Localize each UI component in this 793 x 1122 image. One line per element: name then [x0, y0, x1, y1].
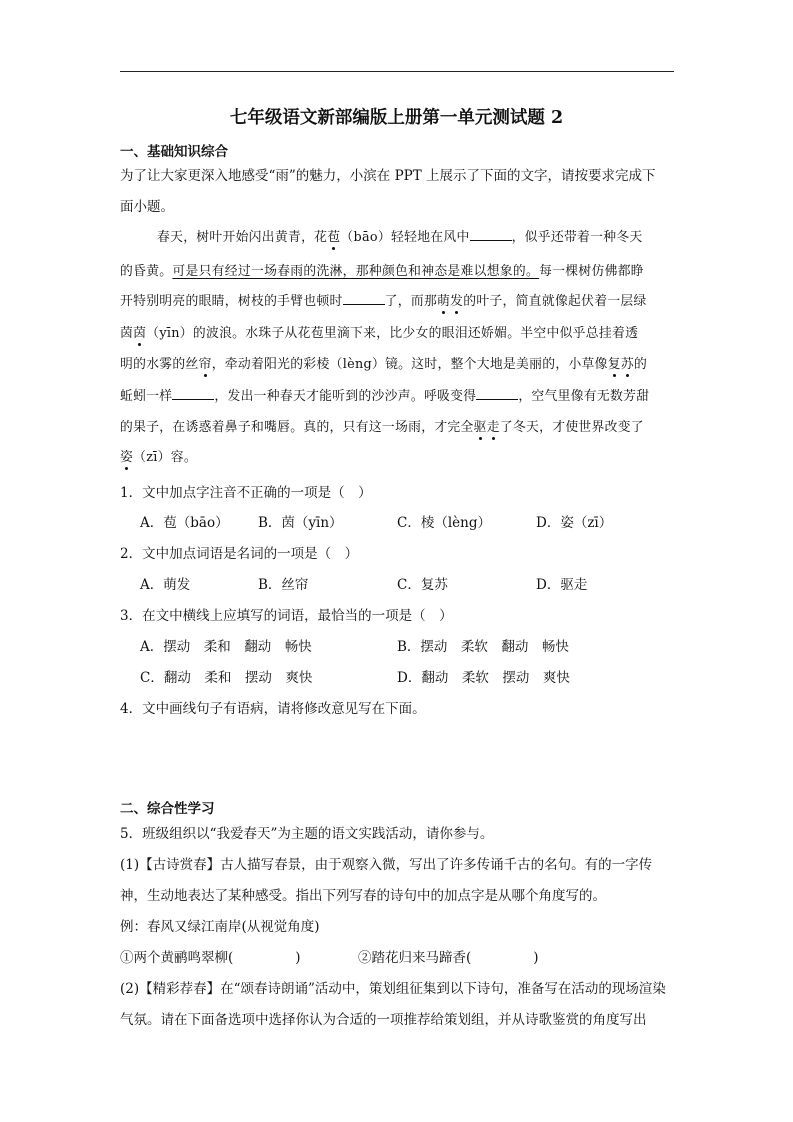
- q3-option-b[interactable]: B．摆动 柔软 翻动 畅快: [397, 639, 569, 655]
- question-3-stem: 3．在文中横线上应填写的词语，最恰当的一项是（ ）: [120, 608, 453, 624]
- q1-option-a[interactable]: A．苞（bāo）: [140, 515, 229, 531]
- passage-line-1: [157, 226, 643, 245]
- intro-line-1: 为了让大家更深入地感受“雨”的魅力，小滨在 PPT 上展示了下面的文字，请按要求完成下: [120, 168, 656, 184]
- text: 蚯蚓一样: [120, 389, 173, 404]
- intro-line-2: 面小题。: [120, 199, 174, 215]
- poem-item-1: [120, 946, 301, 966]
- example-line: 例：春风又绿江南岸(从视觉角度): [120, 919, 320, 935]
- dotted-char: 苏: [621, 353, 634, 372]
- section-heading-1: 一、基础知识综合: [120, 144, 228, 160]
- dotted-char: 姿: [120, 446, 133, 465]
- q3-option-a[interactable]: A．摆动 柔和 翻动 畅快: [140, 639, 312, 655]
- text: 棱: [316, 357, 330, 372]
- page-title: 七年级语文新部编版上册第一单元测试题 2: [229, 108, 564, 128]
- text: 春天，树叶开始闪出黄青，花: [157, 230, 328, 245]
- text: （lèng）镜。这时，整个大地是美丽的，小草像: [329, 357, 608, 372]
- passage-line-8: [120, 446, 197, 465]
- part-2-line-1: (2)【精彩荐春】在“颂春诗朗诵”活动中，策划组征集到以下诗句，准备写在活动的现场渲染: [120, 981, 666, 997]
- passage-line-3: [120, 290, 647, 309]
- dotted-char: 复: [608, 353, 621, 372]
- poem-item-2: [358, 946, 539, 966]
- q3-option-c[interactable]: C．翻动 柔和 摆动 爽快: [140, 670, 313, 686]
- part-2-line-2: 气氛。请在下面备选项中选择你认为合适的一项推荐给策划组，并从诗歌鉴赏的角度写出: [120, 1012, 647, 1028]
- passage-line-7: [120, 416, 644, 435]
- question-4-stem: 4．文中画线句子有语病，请将修改意见写在下面。: [120, 701, 426, 717]
- text: ，似乎还带着一种冬天: [511, 230, 643, 245]
- text: ，空气里像有无数芳甜: [518, 389, 650, 404]
- dotted-char: 走: [487, 416, 500, 435]
- passage-line-6: [120, 385, 649, 404]
- text: 的叶子，简直就像起伏着一层绿: [463, 294, 647, 309]
- part-1-line-2: 神，生动地表达了某种感受。指出下列写春的诗句中的加点字是从哪个角度写的。: [120, 888, 606, 904]
- text: 茵: [120, 326, 134, 341]
- answer-blank[interactable]: [476, 387, 518, 400]
- dotted-char: 帘: [199, 353, 212, 372]
- dotted-char: 驱: [474, 416, 487, 435]
- q1-option-c[interactable]: C．棱（lèng）: [397, 515, 491, 531]
- question-2-stem: 2．文中加点词语是名词的一项是（ ）: [120, 546, 359, 562]
- section-heading-2: 二、综合性学习: [120, 801, 215, 817]
- dotted-char: 发: [450, 290, 463, 309]
- text: ，发出一种春天才能听到的沙沙声。呼吸变得: [214, 389, 477, 404]
- passage-line-5: [120, 353, 647, 372]
- text: 了冬天，才使世界改变了: [499, 420, 644, 435]
- q1-option-b[interactable]: B．茵（yīn）: [258, 515, 343, 531]
- passage-line-2: [120, 260, 644, 279]
- q1-option-d[interactable]: D．姿（zī）: [536, 515, 613, 531]
- underlined-sentence: 可是只有经过一场春雨的洗淋，那种颜色和神态是难以想象的。: [172, 264, 540, 279]
- text: 的: [633, 357, 648, 372]
- text: ): [533, 950, 539, 966]
- dotted-char: 苞: [327, 226, 340, 245]
- text: 每一棵树仿佛都睁: [539, 264, 644, 279]
- text: ，牵动着阳光的彩: [211, 357, 317, 372]
- q2-option-c[interactable]: C．复苏: [397, 577, 448, 593]
- text: 明的水雾的丝: [120, 357, 199, 372]
- text: 的果子，在诱惑着鼻子和嘴唇。真的，只有这一场雨，才完全: [120, 420, 474, 435]
- question-5-stem: 5．班级组织以“我爱春天”为主题的语文实践活动，请你参与。: [120, 826, 494, 842]
- q2-option-b[interactable]: B．丝帘: [258, 577, 309, 593]
- text: 了，而那: [384, 294, 438, 309]
- q2-option-a[interactable]: A．萌发: [140, 577, 191, 593]
- text: （bāo）轻轻地在风中: [340, 230, 470, 245]
- answer-blank[interactable]: [172, 387, 214, 400]
- text: ①两个黄鹂鸣翠柳(: [120, 950, 234, 966]
- text: （zī）容。: [133, 450, 197, 465]
- q2-option-d[interactable]: D．驱走: [536, 577, 588, 593]
- text: （yīn）的波浪。水珠子从花苞里滴下来，比少女的眼泪还娇媚。半空中似乎总挂着透: [146, 326, 639, 341]
- part-1-line-1: (1)【古诗赏春】古人描写春景，由于观察入微，写出了许多传诵千古的名句。有的一字传: [120, 857, 653, 873]
- answer-blank[interactable]: [470, 228, 512, 241]
- question-1-stem: 1．文中加点字注音不正确的一项是（ ）: [120, 485, 372, 501]
- dotted-char: 萌: [437, 290, 450, 309]
- dotted-char: 茵: [133, 322, 146, 341]
- text: 的昏黄。: [120, 264, 173, 279]
- q3-option-d[interactable]: D．翻动 柔软 摆动 爽快: [397, 670, 570, 686]
- header-rule: [120, 71, 674, 72]
- passage-line-4: [120, 322, 638, 341]
- answer-blank[interactable]: [343, 292, 385, 305]
- text: 开特别明亮的眼睛，树枝的手臂也顿时: [120, 294, 343, 309]
- text: ): [295, 950, 301, 966]
- text: ②踏花归来马蹄香(: [358, 950, 472, 966]
